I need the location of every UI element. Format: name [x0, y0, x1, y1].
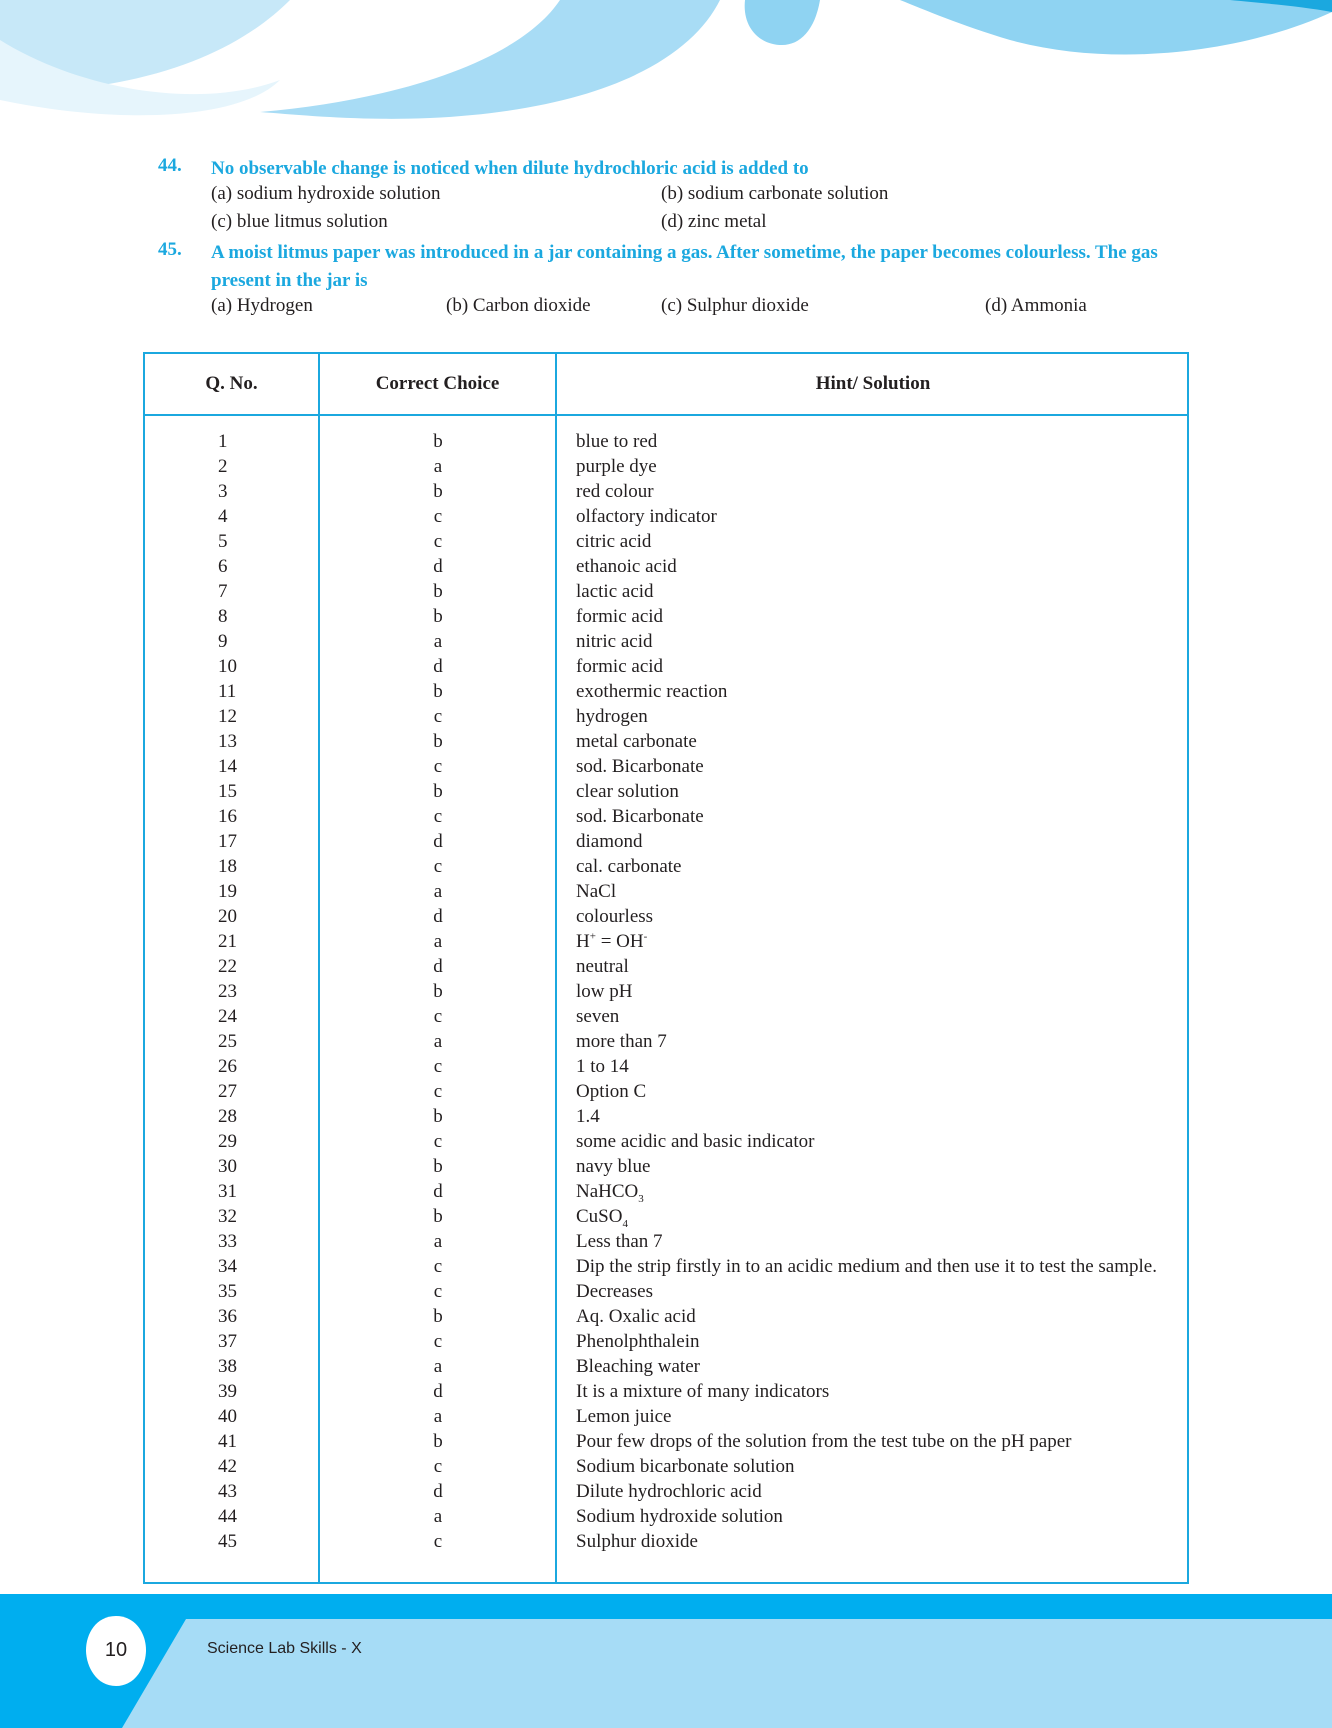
table-row — [145, 504, 1187, 529]
table-row — [145, 554, 1187, 579]
choice-cell: b — [433, 681, 443, 702]
choice-cell: a — [433, 1031, 443, 1052]
table-row — [145, 1154, 1187, 1179]
header-qno: Q. No. — [205, 373, 258, 394]
table-row — [145, 654, 1187, 679]
table-row — [145, 1504, 1187, 1529]
option-c: (c) Sulphur dioxide — [661, 295, 809, 316]
table-row — [145, 1229, 1187, 1254]
choice-cell: c — [433, 706, 443, 727]
choice-cell: c — [433, 856, 443, 877]
choice-cell: b — [433, 1306, 443, 1327]
table-row — [145, 829, 1187, 854]
hint-cell: Sodium hydroxide solution — [576, 1506, 783, 1527]
choice-cell: c — [433, 506, 443, 527]
table-row — [145, 1254, 1187, 1279]
table-row — [145, 879, 1187, 904]
qno-cell: 12 — [218, 706, 237, 727]
qno-cell: 22 — [218, 956, 237, 977]
book-title: Science Lab Skills - X — [207, 1640, 362, 1657]
qno-cell: 15 — [218, 781, 237, 802]
choice-cell: a — [433, 931, 443, 952]
table-row — [145, 904, 1187, 929]
header-divider — [145, 414, 1187, 416]
table-row — [145, 1179, 1187, 1204]
choice-cell: b — [433, 731, 443, 752]
choice-cell: c — [433, 806, 443, 827]
choice-cell: a — [433, 1506, 443, 1527]
qno-cell: 33 — [218, 1231, 237, 1252]
table-row — [145, 754, 1187, 779]
qno-cell: 29 — [218, 1131, 237, 1152]
hint-cell: red colour — [576, 481, 654, 502]
choice-cell: c — [433, 1281, 443, 1302]
hint-cell: formic acid — [576, 606, 664, 627]
hint-cell: Decreases — [576, 1281, 654, 1302]
choice-cell: d — [433, 1381, 443, 1402]
option-a: (a) sodium hydroxide solution — [211, 183, 441, 204]
hint-cell: CuSO$_4$ — [576, 1206, 628, 1230]
hint-cell: NaHCO$_3$ — [576, 1181, 644, 1205]
choice-cell: b — [433, 981, 443, 1002]
choice-cell: b — [433, 431, 443, 452]
hint-cell: citric acid — [576, 531, 652, 552]
qno-cell: 11 — [218, 681, 237, 702]
choice-cell: d — [433, 1181, 443, 1202]
hint-cell: H+ = OH- — [576, 930, 648, 952]
qno-cell: 4 — [218, 506, 228, 527]
qno-cell: 40 — [218, 1406, 237, 1427]
qno-cell: 10 — [218, 656, 237, 677]
choice-cell: b — [433, 1156, 443, 1177]
choice-cell: b — [433, 781, 443, 802]
hint-cell: Less than 7 — [576, 1231, 663, 1252]
qno-cell: 20 — [218, 906, 237, 927]
hint-cell: Aq. Oxalic acid — [576, 1306, 696, 1327]
table-row — [145, 854, 1187, 879]
choice-cell: a — [433, 1231, 443, 1252]
option-a: (a) Hydrogen — [211, 295, 313, 316]
choice-cell: b — [433, 1206, 443, 1227]
option-c: (c) blue litmus solution — [211, 211, 388, 232]
qno-cell: 26 — [218, 1056, 237, 1077]
qno-cell: 13 — [218, 731, 237, 752]
hint-cell: cal. carbonate — [576, 856, 682, 877]
qno-cell: 41 — [218, 1431, 237, 1452]
qno-cell: 2 — [218, 456, 228, 477]
question-number: 45. — [158, 239, 182, 260]
table-row — [145, 1104, 1187, 1129]
qno-cell: 16 — [218, 806, 237, 827]
hint-cell: formic acid — [576, 656, 664, 677]
hint-cell: exothermic reaction — [576, 681, 728, 702]
hint-cell: low pH — [576, 981, 633, 1002]
table-row — [145, 729, 1187, 754]
choice-cell: a — [433, 881, 443, 902]
table-row — [145, 429, 1187, 454]
table-row — [145, 629, 1187, 654]
qno-cell: 43 — [218, 1481, 237, 1502]
footer-band — [0, 1594, 1332, 1728]
choice-cell: d — [433, 831, 443, 852]
qno-cell: 18 — [218, 856, 237, 877]
question-text: A moist litmus paper was introduced in a jar containing a gas. After sometime, the paper becomes colourless. The gas present in the jar is — [211, 242, 1158, 291]
choice-cell: c — [433, 756, 443, 777]
table-row — [145, 1129, 1187, 1154]
hint-cell: Pour few drops of the solution from the test tube on the pH paper — [576, 1431, 1072, 1452]
hint-cell: purple dye — [576, 456, 657, 477]
qno-cell: 35 — [218, 1281, 237, 1302]
table-row — [145, 1354, 1187, 1379]
hint-cell: navy blue — [576, 1156, 651, 1177]
option-b: (b) sodium carbonate solution — [661, 183, 889, 204]
choice-cell: b — [433, 1106, 443, 1127]
qno-cell: 7 — [218, 581, 228, 602]
table-row — [145, 1079, 1187, 1104]
table-body — [145, 429, 1187, 1554]
qno-cell: 17 — [218, 831, 237, 852]
choice-cell: a — [433, 631, 443, 652]
qno-cell: 5 — [218, 531, 228, 552]
hint-cell: lactic acid — [576, 581, 654, 602]
table-row — [145, 779, 1187, 804]
question-text: No observable change is noticed when dilute hydrochloric acid is added to — [211, 158, 809, 179]
option-b: (b) Carbon dioxide — [446, 295, 591, 316]
option-d: (d) zinc metal — [661, 211, 767, 232]
hint-cell: 1 to 14 — [576, 1056, 629, 1077]
choice-cell: c — [433, 1456, 443, 1477]
qno-cell: 19 — [218, 881, 237, 902]
choice-cell: a — [433, 456, 443, 477]
hint-cell: NaCl — [576, 881, 617, 902]
choice-cell: c — [433, 1131, 443, 1152]
table-row — [145, 704, 1187, 729]
table-row — [145, 679, 1187, 704]
hint-cell: sod. Bicarbonate — [576, 806, 704, 827]
choice-cell: a — [433, 1356, 443, 1377]
hint-cell: 1.4 — [576, 1106, 600, 1127]
table-row — [145, 1529, 1187, 1554]
qno-cell: 31 — [218, 1181, 237, 1202]
hint-cell: clear solution — [576, 781, 679, 802]
table-row — [145, 454, 1187, 479]
choice-cell: d — [433, 556, 443, 577]
choice-cell: b — [433, 481, 443, 502]
table-row — [145, 1054, 1187, 1079]
answer-table — [143, 352, 1189, 1584]
table-row — [145, 954, 1187, 979]
hint-cell: some acidic and basic indicator — [576, 1131, 815, 1152]
choice-cell: c — [433, 1081, 443, 1102]
qno-cell: 28 — [218, 1106, 237, 1127]
choice-cell: b — [433, 581, 443, 602]
hint-cell: nitric acid — [576, 631, 653, 652]
hint-cell: Bleaching water — [576, 1356, 700, 1377]
table-row — [145, 604, 1187, 629]
qno-cell: 42 — [218, 1456, 237, 1477]
choice-cell: a — [433, 1406, 443, 1427]
choice-cell: b — [433, 606, 443, 627]
table-row — [145, 1029, 1187, 1054]
hint-cell: Phenolphthalein — [576, 1331, 700, 1352]
qno-cell: 1 — [218, 431, 228, 452]
header-correct-choice: Correct Choice — [375, 373, 500, 394]
qno-cell: 34 — [218, 1256, 237, 1277]
qno-cell: 44 — [218, 1506, 237, 1527]
table-row — [145, 979, 1187, 1004]
qno-cell: 36 — [218, 1306, 237, 1327]
choice-cell: c — [433, 1056, 443, 1077]
qno-cell: 6 — [218, 556, 228, 577]
table-row — [145, 1429, 1187, 1454]
qno-cell: 37 — [218, 1331, 237, 1352]
table-row — [145, 579, 1187, 604]
hint-cell: blue to red — [576, 431, 658, 452]
option-d: (d) Ammonia — [985, 295, 1087, 316]
hint-cell: diamond — [576, 831, 643, 852]
hint-cell: Sodium bicarbonate solution — [576, 1456, 795, 1477]
table-row — [145, 929, 1187, 954]
qno-cell: 32 — [218, 1206, 237, 1227]
choice-cell: c — [433, 1331, 443, 1352]
question-number: 44. — [158, 155, 182, 176]
choice-cell: c — [433, 1531, 443, 1552]
qno-cell: 24 — [218, 1006, 237, 1027]
header-wave-decoration — [0, 0, 1332, 130]
hint-cell: Dilute hydrochloric acid — [576, 1481, 762, 1502]
qno-cell: 25 — [218, 1031, 237, 1052]
table-row — [145, 479, 1187, 504]
hint-cell: Dip the strip firstly in to an acidic medium and then use it to test the sample. — [576, 1256, 1157, 1277]
qno-cell: 45 — [218, 1531, 237, 1552]
qno-cell: 38 — [218, 1356, 237, 1377]
table-row — [145, 1204, 1187, 1229]
hint-cell: Option C — [576, 1081, 647, 1102]
hint-cell: sod. Bicarbonate — [576, 756, 704, 777]
header-hint-solution: Hint/ Solution — [815, 373, 931, 394]
choice-cell: d — [433, 1481, 443, 1502]
table-row — [145, 1404, 1187, 1429]
choice-cell: b — [433, 1431, 443, 1452]
table-row — [145, 804, 1187, 829]
qno-cell: 27 — [218, 1081, 237, 1102]
qno-cell: 8 — [218, 606, 228, 627]
table-row — [145, 1479, 1187, 1504]
table-row — [145, 1329, 1187, 1354]
table-row — [145, 1454, 1187, 1479]
hint-cell: Lemon juice — [576, 1406, 672, 1427]
table-row — [145, 1304, 1187, 1329]
choice-cell: d — [433, 906, 443, 927]
page-number: 10 — [104, 1638, 128, 1661]
choice-cell: c — [433, 531, 443, 552]
qno-cell: 3 — [218, 481, 228, 502]
hint-cell: ethanoic acid — [576, 556, 677, 577]
choice-cell: d — [433, 656, 443, 677]
hint-cell: more than 7 — [576, 1031, 667, 1052]
qno-cell: 14 — [218, 756, 237, 777]
hint-cell: neutral — [576, 956, 629, 977]
table-row — [145, 1004, 1187, 1029]
choice-cell: c — [433, 1006, 443, 1027]
table-row — [145, 1279, 1187, 1304]
table-row — [145, 529, 1187, 554]
qno-cell: 30 — [218, 1156, 237, 1177]
qno-cell: 21 — [218, 931, 237, 952]
hint-cell: colourless — [576, 906, 654, 927]
hint-cell: metal carbonate — [576, 731, 697, 752]
hint-cell: Sulphur dioxide — [576, 1531, 698, 1552]
choice-cell: c — [433, 1256, 443, 1277]
qno-cell: 39 — [218, 1381, 237, 1402]
hint-cell: olfactory indicator — [576, 506, 717, 527]
hint-cell: seven — [576, 1006, 620, 1027]
qno-cell: 23 — [218, 981, 237, 1002]
qno-cell: 9 — [218, 631, 228, 652]
hint-cell: It is a mixture of many indicators — [576, 1381, 830, 1402]
choice-cell: d — [433, 956, 443, 977]
hint-cell: hydrogen — [576, 706, 648, 727]
table-row — [145, 1379, 1187, 1404]
